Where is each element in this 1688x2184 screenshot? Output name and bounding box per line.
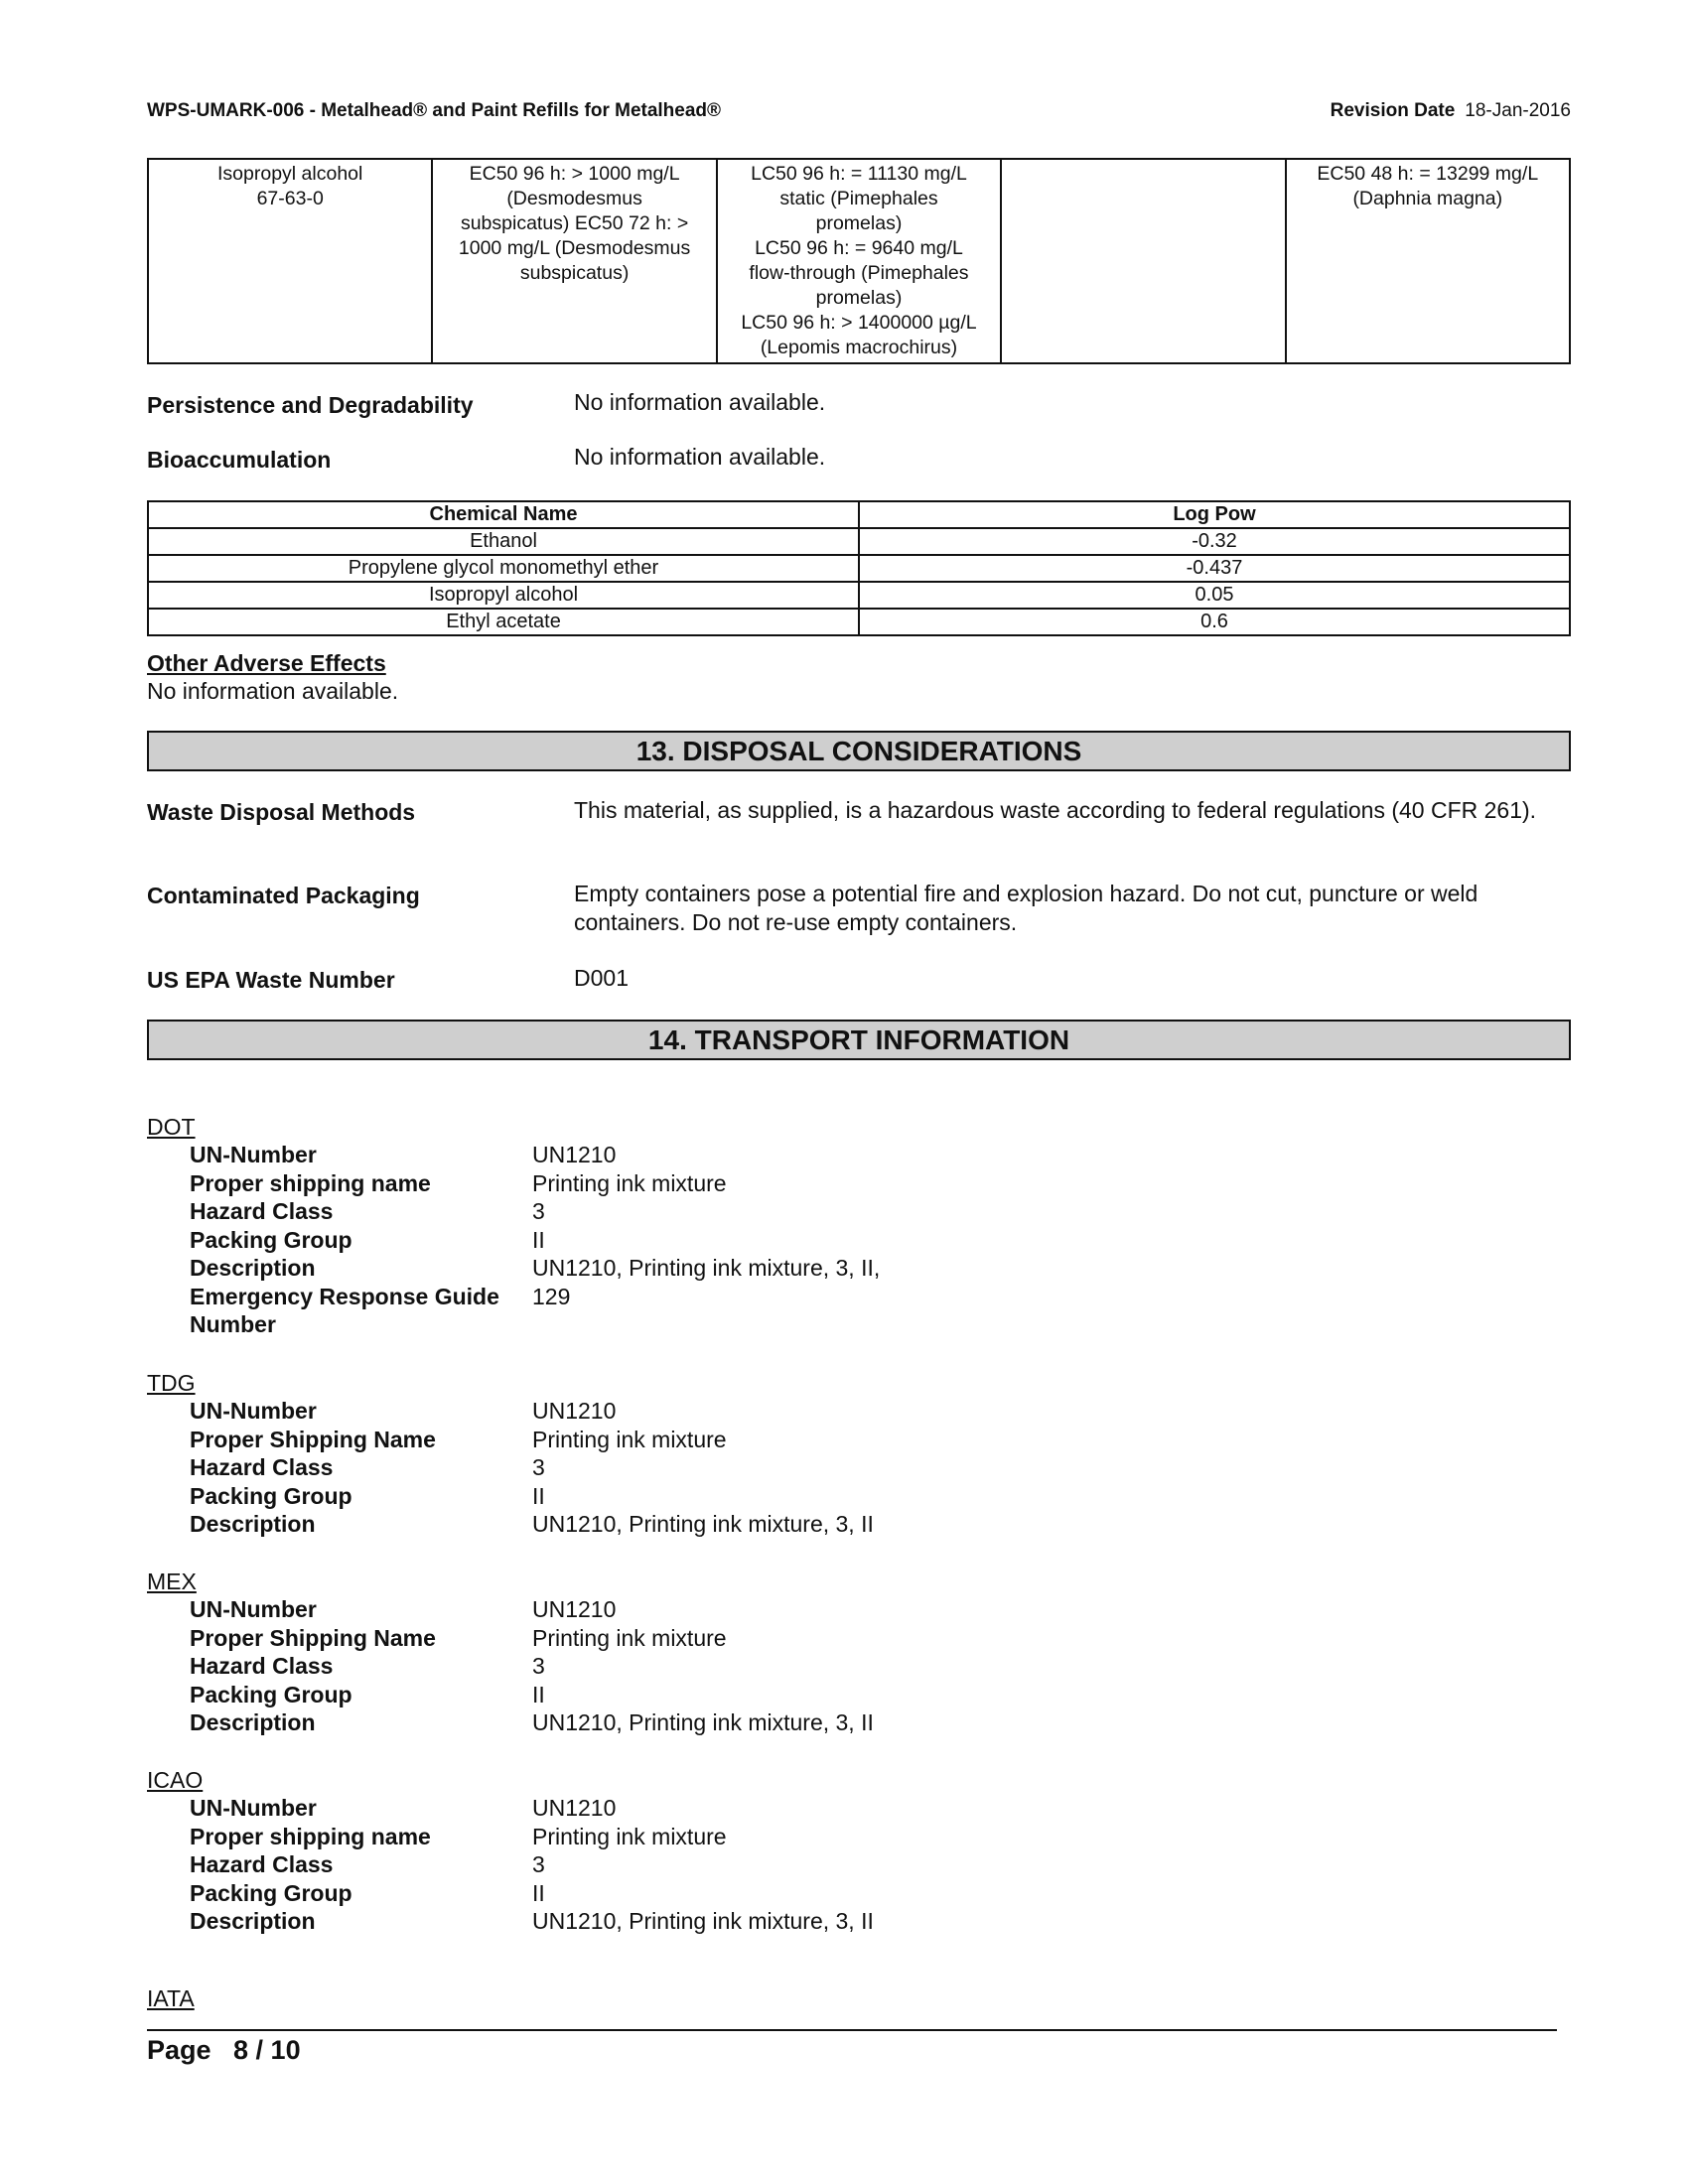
list-item [147, 1169, 1537, 1198]
bioaccumulation-value: No information available. [574, 444, 826, 470]
persistence-label: Persistence and Degradability [147, 392, 474, 418]
field-label: UN-Number [190, 1142, 317, 1167]
field-label: Packing Group [190, 1681, 352, 1707]
eco-cell-microorganisms [1001, 159, 1285, 363]
table-row [148, 555, 1570, 582]
icao-block [147, 1766, 1537, 1936]
column-header-log-pow: Log Pow [859, 501, 1570, 528]
section-14-header: 14. TRANSPORT INFORMATION [147, 1020, 1571, 1060]
field-label: UN-Number [190, 1398, 317, 1424]
field-label: UN-Number [190, 1795, 317, 1821]
list-item [147, 1879, 1537, 1908]
chemical-name-cell: Propylene glycol monomethyl ether [148, 555, 859, 582]
page-number: Page 8 / 10 [147, 2035, 301, 2065]
epa-waste-number-value: D001 [574, 965, 629, 991]
field-value: 3 [532, 1198, 545, 1224]
field-value: 129 [532, 1283, 571, 1309]
list-item [147, 1708, 1537, 1737]
chemical-name-cell: Ethanol [148, 528, 859, 555]
field-label: Hazard Class [190, 1851, 334, 1877]
chemical-name-cell: Isopropyl alcohol [148, 582, 859, 609]
list-item [147, 1453, 1537, 1482]
field-value: Printing ink mixture [532, 1169, 727, 1196]
field-value: II [532, 1226, 545, 1253]
field-label: Description [190, 1908, 316, 1934]
field-label: Proper shipping name [190, 1169, 431, 1196]
field-label: Description [190, 1709, 316, 1735]
list-item [147, 1482, 1537, 1511]
field-value: 3 [532, 1851, 545, 1877]
mex-block [147, 1568, 1537, 1737]
icao-heading: ICAO [147, 1767, 204, 1793]
other-adverse-effects-heading: Other Adverse Effects [147, 650, 386, 676]
field-value: II [532, 1879, 545, 1906]
field-value: UN1210 [532, 1795, 617, 1821]
field-label: Packing Group [190, 1482, 352, 1509]
field-label: Proper Shipping Name [190, 1426, 436, 1452]
field-label: UN-Number [190, 1596, 317, 1622]
list-item [147, 1283, 1537, 1311]
list-item [147, 1624, 1537, 1653]
revision-date [1331, 100, 1571, 122]
field-value: 3 [532, 1454, 545, 1480]
field-value: UN1210 [532, 1398, 617, 1424]
bioaccumulation-label: Bioaccumulation [147, 447, 332, 473]
table-row [148, 582, 1570, 609]
field-value: Printing ink mixture [532, 1426, 727, 1452]
field-value: Printing ink mixture [532, 1823, 727, 1849]
column-header-chemical-name: Chemical Name [148, 501, 859, 528]
tdg-heading: TDG [147, 1370, 196, 1396]
log-pow-cell: 0.6 [859, 609, 1570, 635]
field-value: II [532, 1681, 545, 1707]
list-item [147, 1510, 1537, 1539]
field-label: Hazard Class [190, 1653, 334, 1679]
eco-cell-fish: LC50 96 h: = 11130 mg/L static (Pimephales promelas) LC50 96 h: = 9640 mg/L flow-through (Pimephales promelas) LC50 96 h: > 1400000 µg/L (Lepomis macrochirus) [717, 159, 1001, 363]
revision-date-value: 18-Jan-2016 [1465, 100, 1571, 121]
list-item [147, 1794, 1537, 1823]
list-item [147, 1226, 1537, 1255]
eco-cell-algae: EC50 96 h: > 1000 mg/L (Desmodesmus subspicatus) EC50 72 h: > 1000 mg/L (Desmodesmus subspicatus) [432, 159, 716, 363]
field-value: UN1210, Printing ink mixture, 3, II, [532, 1255, 881, 1281]
waste-disposal-label: Waste Disposal Methods [147, 799, 416, 825]
footer-divider [147, 2029, 1557, 2031]
field-value: UN1210, Printing ink mixture, 3, II [532, 1709, 874, 1735]
field-value: Printing ink mixture [532, 1624, 727, 1651]
table-row [148, 159, 1570, 363]
table-header-row [148, 501, 1570, 528]
list-item [147, 1197, 1537, 1226]
document-title: WPS-UMARK-006 - Metalhead® and Paint Refills for Metalhead® [147, 100, 722, 121]
epa-waste-number-label: US EPA Waste Number [147, 967, 395, 993]
other-adverse-effects-value: No information available. [147, 678, 399, 704]
eco-cell-chemical: Isopropyl alcohol 67-63-0 [148, 159, 432, 363]
field-label: Description [190, 1511, 316, 1537]
list-item [147, 1823, 1537, 1851]
log-pow-cell: -0.32 [859, 528, 1570, 555]
section-13-header: 13. DISPOSAL CONSIDERATIONS [147, 731, 1571, 771]
field-label: Packing Group [190, 1226, 352, 1253]
dot-heading: DOT [147, 1114, 196, 1140]
field-value: UN1210, Printing ink mixture, 3, II [532, 1511, 874, 1537]
log-pow-table [147, 500, 1571, 636]
list-item [147, 1310, 1537, 1339]
log-pow-cell: -0.437 [859, 555, 1570, 582]
list-item [147, 1652, 1537, 1681]
list-item [147, 1254, 1537, 1283]
field-label: Hazard Class [190, 1198, 334, 1224]
contaminated-packaging-value: Empty containers pose a potential fire and explosion hazard. Do not cut, puncture or weld containers. Do not re-use empty containers. [574, 881, 1478, 935]
dot-block [147, 1113, 1537, 1339]
iata-block [147, 1984, 1537, 2012]
list-item [147, 1397, 1537, 1426]
list-item [147, 1681, 1537, 1709]
field-label: Hazard Class [190, 1454, 334, 1480]
waste-disposal-value: This material, as supplied, is a hazardous waste according to federal regulations (40 CFR 261). [574, 797, 1537, 823]
list-item [147, 1426, 1537, 1454]
log-pow-cell: 0.05 [859, 582, 1570, 609]
eco-cell-crustacea: EC50 48 h: = 13299 mg/L (Daphnia magna) [1286, 159, 1570, 363]
list-item [147, 1850, 1537, 1879]
field-label: Packing Group [190, 1879, 352, 1906]
table-row [148, 609, 1570, 635]
persistence-value: No information available. [574, 389, 826, 415]
tdg-block [147, 1369, 1537, 1539]
chemical-name-cell: Ethyl acetate [148, 609, 859, 635]
field-value: UN1210 [532, 1596, 617, 1622]
ecotoxicity-table [147, 158, 1571, 364]
field-label: Proper Shipping Name [190, 1624, 436, 1651]
iata-heading: IATA [147, 1985, 195, 2011]
field-value [532, 1310, 1537, 1339]
field-value: II [532, 1482, 545, 1509]
list-item [147, 1141, 1537, 1169]
field-value: UN1210, Printing ink mixture, 3, II [532, 1908, 874, 1934]
mex-heading: MEX [147, 1569, 197, 1594]
revision-date-label: Revision Date [1330, 100, 1456, 121]
list-item [147, 1595, 1537, 1624]
list-item [147, 1907, 1537, 1936]
field-label: Proper shipping name [190, 1823, 431, 1849]
field-label: Description [190, 1255, 316, 1281]
field-value: 3 [532, 1653, 545, 1679]
field-label: Number [190, 1311, 276, 1337]
table-row [148, 528, 1570, 555]
contaminated-packaging-label: Contaminated Packaging [147, 883, 420, 908]
field-label: Emergency Response Guide [190, 1283, 499, 1309]
field-value: UN1210 [532, 1142, 617, 1167]
